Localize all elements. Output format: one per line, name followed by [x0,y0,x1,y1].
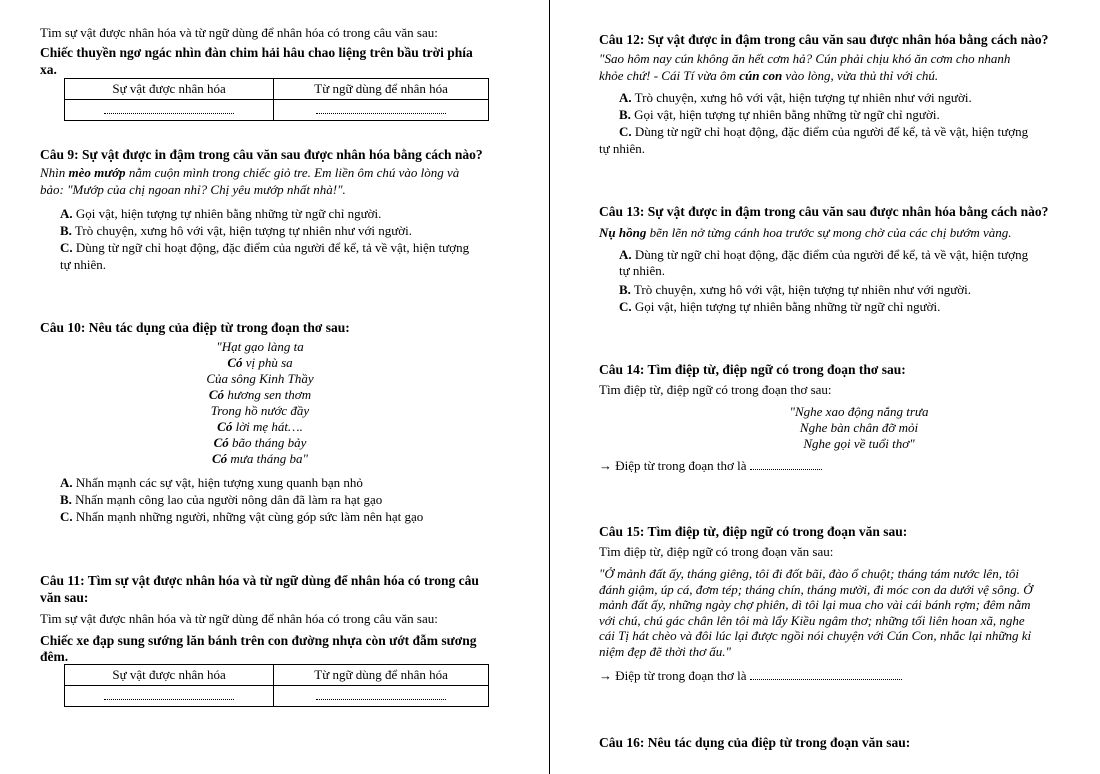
question-10-option-a[interactable]: A. Nhấn mạnh các sự vật, hiện tượng xung quanh bạn nhỏ [60,475,363,490]
question-13-option-a-cont: tự nhiên. [619,263,666,278]
poem-line: Nghe gọi về tuổi thơ" [803,436,915,451]
question-10-option-c[interactable]: C. Nhấn mạnh những người, những vật cùng góp sức làm nên hạt gạo [60,509,424,524]
question-10-poem [10,339,510,467]
question-15-answer: → Điệp từ trong đoạn thơ là [599,668,1079,684]
question-11-sentence: Chiếc xe đạp sung sướng lăn bánh trên con đường nhựa còn ướt đẫm sương [40,633,477,648]
question-15-title: Câu 15: Tìm điệp từ, điệp ngữ có trong đoạn văn sau: [599,524,908,539]
bold-sentence: Chiếc thuyền ngơ ngác nhìn đàn chim hải hâu chao liệng trên bầu trời phía [40,45,473,60]
poem-line: Có lời mẹ hát…. [217,419,303,434]
intro-line: Tìm sự vật được nhân hóa và từ ngữ dùng để nhân hóa có trong câu văn sau: [40,25,438,40]
question-12-text-line2: khỏe chứ! - Cái Tí vừa ôm cún con vào lòng, vừa thủ thỉ với chú. [599,68,939,83]
answer-blank[interactable] [750,670,902,680]
question-11-title-cont: văn sau: [40,590,89,605]
question-14-intro: Tìm điệp từ, điệp ngữ có trong đoạn thơ sau: [599,382,832,397]
table-header-words: Từ ngữ dùng để nhân hóa [274,665,489,686]
poem-line: Có hương sen thơm [208,387,312,402]
question-13-option-a[interactable]: A. Dùng từ ngữ chỉ hoạt động, đặc điểm của người để kể, tả về vật, hiện tượng [619,247,1029,262]
passage-line: với chú, chú gác chân lên tôi mà lẩy Kiều ngâm thơ; những tối liên hoan xã, nghe [599,612,1025,628]
dotted-blank [316,689,446,700]
question-14-poem [639,404,1079,452]
question-11-intro: Tìm sự vật được nhân hóa và từ ngữ dùng để nhân hóa có trong câu văn sau: [40,611,438,626]
left-column [40,0,510,774]
table-header-object: Sự vật được nhân hóa [65,79,274,100]
question-12-option-c-cont: tự nhiên. [599,141,646,156]
poem-line: Có mưa tháng ba" [212,451,308,466]
poem-line: Của sông Kinh Thầy [206,371,314,386]
passage-line: mảnh đất ấy, những ngày chợ phiên, dì tôi lại mua cho vài cái bánh rợm; đêm nằm [599,597,1031,612]
table-header-object: Sự vật được nhân hóa [65,665,274,686]
dotted-blank [104,103,234,114]
question-9-option-a[interactable]: A. Gọi vật, hiện tượng tự nhiên bằng những từ ngữ chỉ người. [60,206,382,221]
right-column [599,0,1079,774]
passage-line: cái Tị hát chèo và đôi lúc lại được ngồi nói chuyện với Cún Con, nhắc lại những kỉ [599,628,1032,643]
answer-cell-object[interactable] [65,100,274,121]
dotted-blank [316,103,446,114]
question-15-passage [599,566,1079,659]
question-12-title: Câu 12: Sự vật được in đậm trong câu văn sau được nhân hóa bằng cách nào? [599,32,1049,47]
answer-cell-words[interactable] [274,686,489,707]
answer-cell-words[interactable] [274,100,489,121]
table-header-words: Từ ngữ dùng để nhân hóa [274,79,489,100]
question-13-title: Câu 13: Sự vật được in đậm trong câu văn sau được nhân hóa bằng cách nào? [599,204,1049,219]
question-9-option-b[interactable]: B. Trò chuyện, xưng hô với vật, hiện tượng tự nhiên như với người. [60,223,412,238]
question-15-intro: Tìm điệp từ, điệp ngữ có trong đoạn văn sau: [599,544,834,559]
question-12-option-b[interactable]: B. Gọi vật, hiện tượng tự nhiên bằng những từ ngữ chỉ người. [619,107,940,122]
poem-line: Trong hồ nước đầy [210,403,310,418]
question-10-option-b[interactable]: B. Nhấn mạnh công lao của người nông dân đã làm ra hạt gạo [60,492,383,507]
poem-line: "Nghe xao động nắng trưa [789,404,929,419]
poem-line: Có vị phù sa [227,355,293,370]
question-13-option-c[interactable]: C. Gọi vật, hiện tượng tự nhiên bằng những từ ngữ chỉ người. [619,299,941,314]
poem-line: "Hạt gạo làng ta [216,339,304,354]
poem-line: Có bão tháng bảy [213,435,307,450]
question-16-title: Câu 16: Nêu tác dụng của điệp từ trong đoạn văn sau: [599,735,911,750]
question-11-title: Câu 11: Tìm sự vật được nhân hóa và từ ngữ dùng để nhân hóa có trong câu [40,573,479,588]
answer-blank[interactable] [750,460,822,470]
bold-sentence-end: xa. [40,62,57,77]
answer-cell-object[interactable] [65,686,274,707]
question-9-title: Câu 9: Sự vật được in đậm trong câu văn sau được nhân hóa bằng cách nào? [40,147,483,162]
passage-line: "Ở mảnh đất ấy, tháng giêng, tôi đi đốt bãi, đào ổ chuột; tháng tám nước lên, tôi [599,566,1019,581]
question-9-option-c-cont: tự nhiên. [60,257,107,272]
question-9-text-line2: bảo: "Mướp của chị ngoan nhỉ? Chị yêu mướp nhất nhà!". [40,182,346,197]
question-9-option-c[interactable]: C. Dùng từ ngữ chỉ hoạt động, đặc điểm của người để kể, tả về vật, hiện tượng [60,240,470,255]
answer-table-2 [64,664,489,707]
question-12-option-c[interactable]: C. Dùng từ ngữ chỉ hoạt động, đặc điểm của người để kể, tả về vật, hiện tượng [619,124,1029,139]
passage-line: niệm đẹp đẽ thời thơ ấu." [599,643,731,659]
dotted-blank [104,689,234,700]
question-14-answer: → Điệp từ trong đoạn thơ là [599,458,1079,474]
question-10-title: Câu 10: Nêu tác dụng của điệp từ trong đoạn thơ sau: [40,320,350,335]
question-13-option-b[interactable]: B. Trò chuyện, xưng hô với vật, hiện tượng tự nhiên như với người. [619,282,971,297]
question-9-text-line1: Nhìn mèo mướp nằm cuộn mình trong chiếc giỏ tre. Em liền ôm chú vào lòng và [40,165,460,180]
question-12-option-a[interactable]: A. Trò chuyện, xưng hô với vật, hiện tượng tự nhiên như với người. [619,90,972,105]
answer-table-1 [64,78,489,121]
poem-line: Nghe bàn chân đỡ mỏi [799,420,919,435]
question-12-text-line1: "Sao hôm nay cún không ăn hết cơm hả? Cún phải chịu khó ăn cơm cho nhanh [599,51,1011,66]
column-divider [549,0,550,774]
question-11-sentence-end: đêm. [40,649,69,664]
question-14-title: Câu 14: Tìm điệp từ, điệp ngữ có trong đoạn thơ sau: [599,362,906,377]
passage-line: đánh giậm, úp cá, đơm tép; tháng chín, tháng mười, đi móc con da dưới vệ sông. Ở [599,581,1033,597]
question-13-text: Nụ hồng bẽn lẽn nở từng cánh hoa trước sự mong chờ của các chị bướm vàng. [599,225,1012,240]
